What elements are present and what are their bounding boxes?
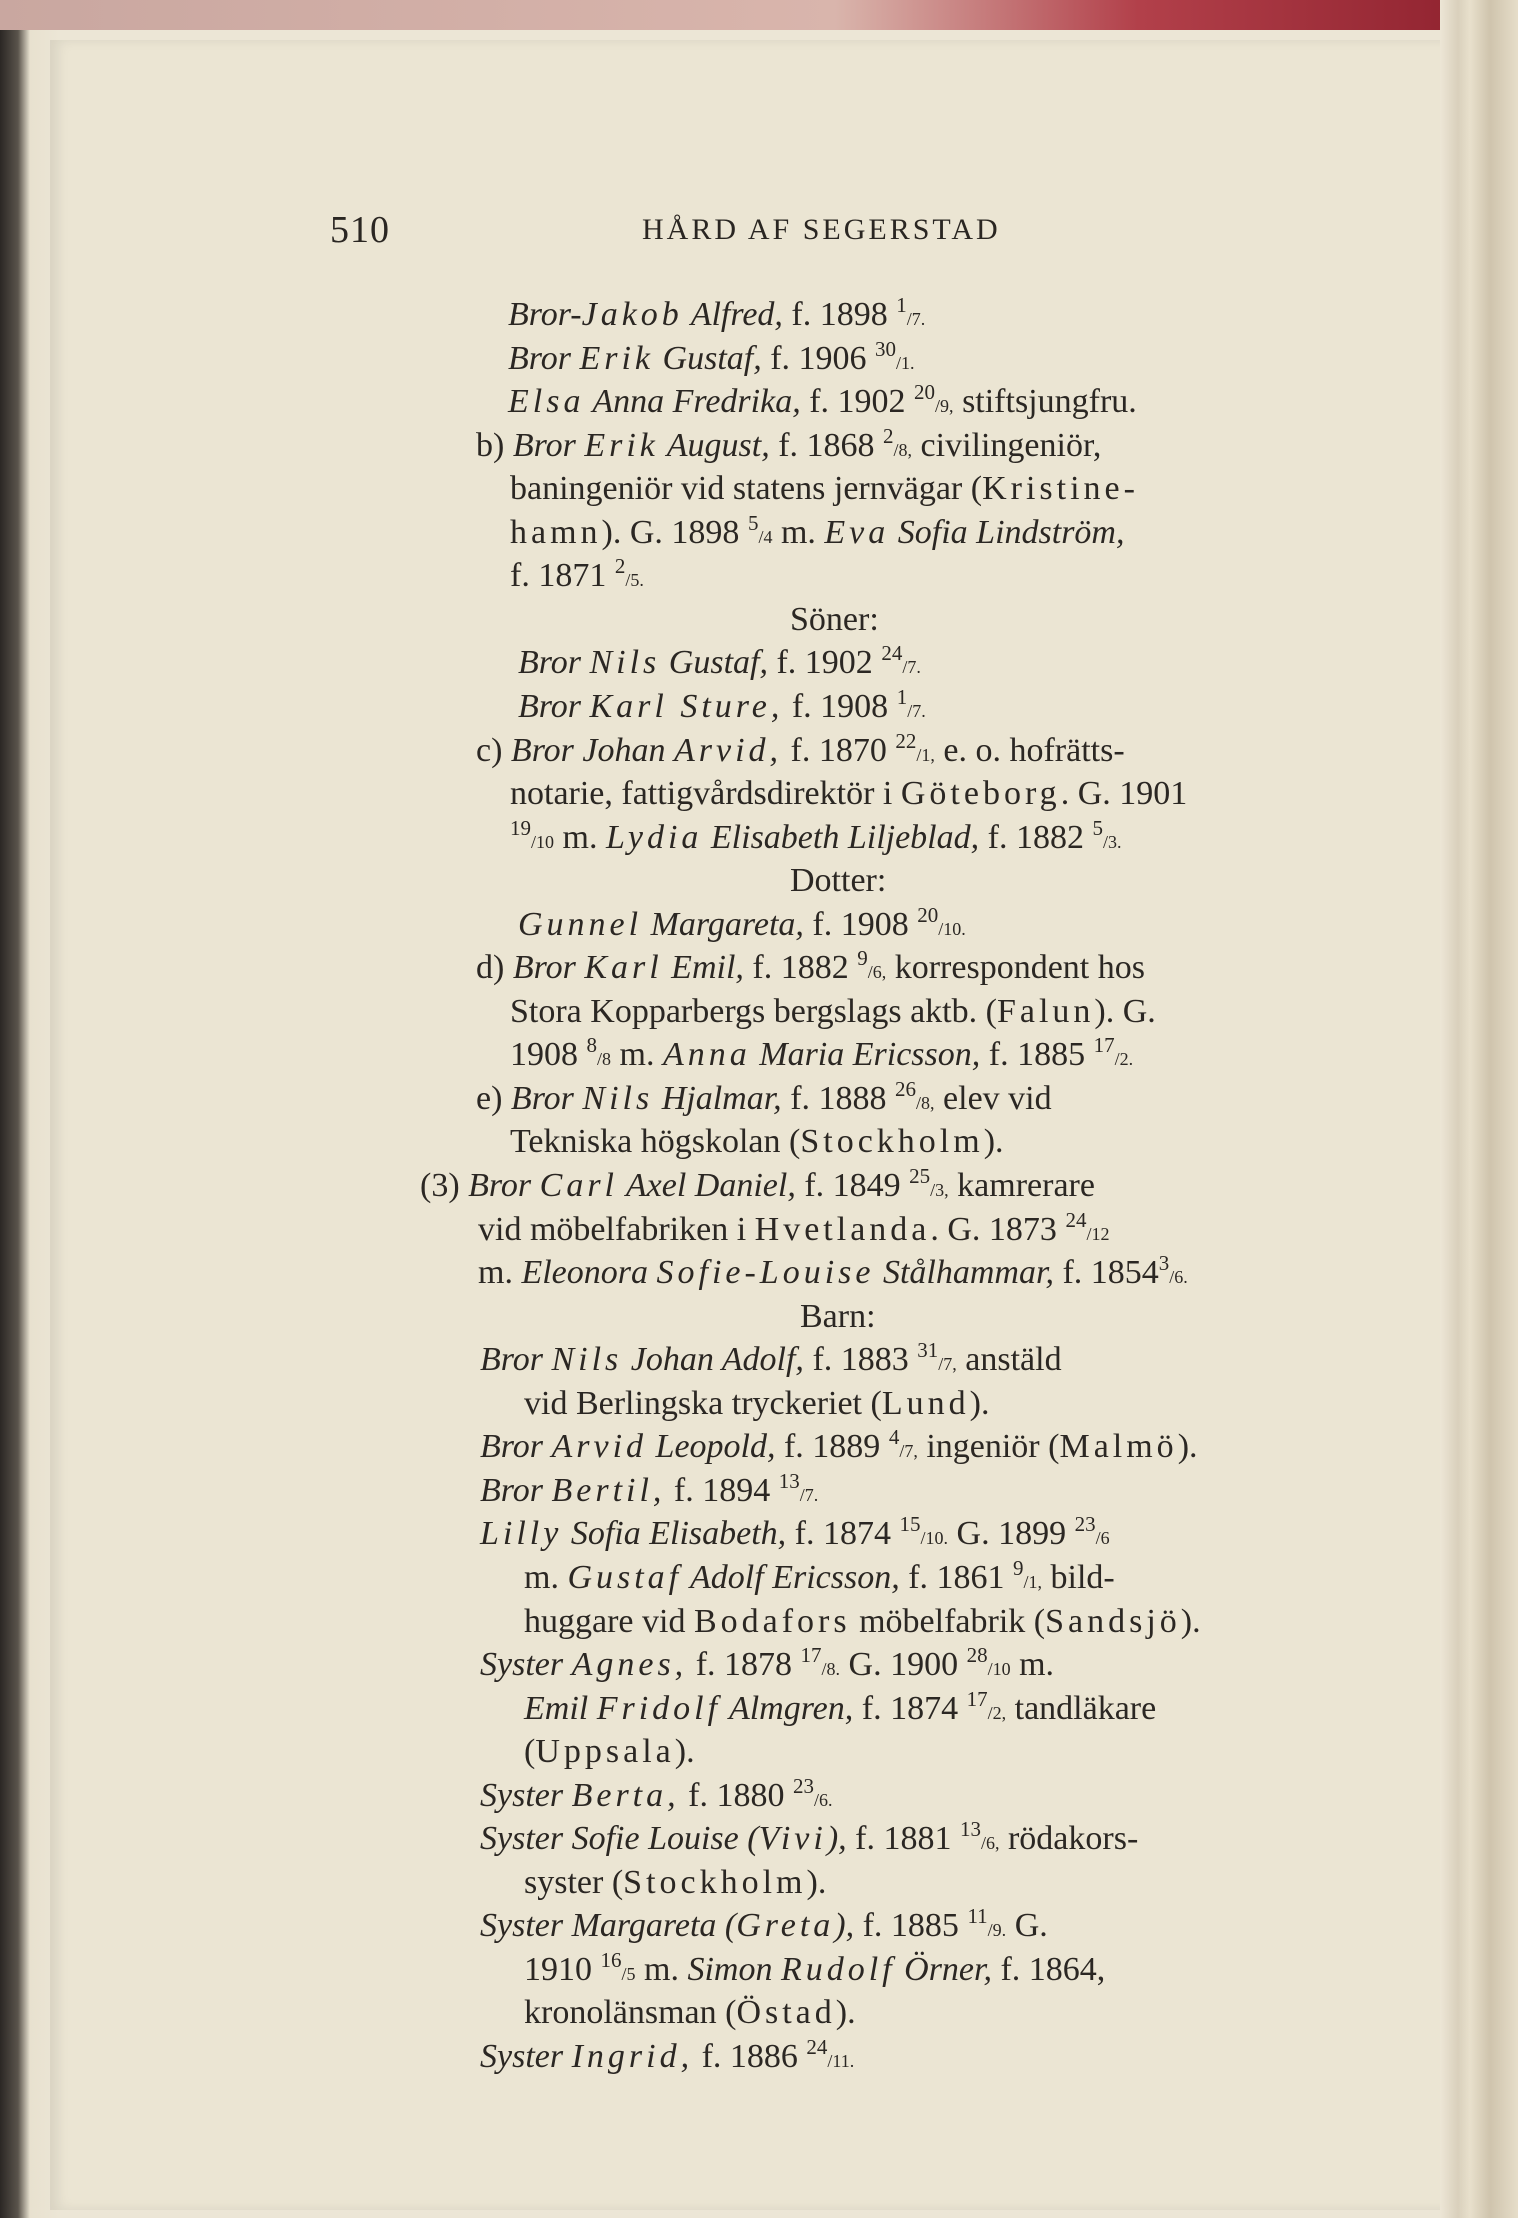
text-line <box>478 1250 1188 1295</box>
text-segment: Greta <box>736 1907 835 1945</box>
text-segment: Gustaf, <box>660 644 768 682</box>
text-segment: Stålhammar, <box>874 1254 1054 1292</box>
text-line <box>480 1337 1062 1382</box>
text-segment: Axel Daniel, <box>618 1167 796 1204</box>
text-segment: Uppsala <box>535 1733 675 1771</box>
text-segment: /2, <box>987 1702 1007 1723</box>
text-line <box>508 292 925 337</box>
text-segment: 25 <box>909 1164 931 1188</box>
text-segment: baningeniör vid statens jernvägar ( <box>510 470 983 508</box>
text-segment: Adolf Ericsson, <box>682 1558 900 1596</box>
text-segment: huggare vid <box>524 1602 694 1640</box>
text-segment: kronolänsman ( <box>524 1994 737 2032</box>
text-line <box>476 1076 1052 1121</box>
text-segment: Falun <box>996 992 1095 1030</box>
text-line <box>510 1032 1133 1077</box>
text-segment: 2 <box>883 423 894 448</box>
text-segment: notarie, fattigvårdsdirektör i <box>510 775 901 813</box>
text-segment: /10 <box>531 831 555 852</box>
text-segment: /6. <box>813 1789 833 1810</box>
text-segment: Hjalmar, <box>653 1079 782 1117</box>
text-segment: f. 1871 <box>510 557 615 595</box>
text-segment: elev vid <box>934 1079 1052 1117</box>
text-segment: 3 <box>1158 1251 1170 1276</box>
text-segment: vid Berlingska tryckeriet ( <box>524 1384 882 1422</box>
text-segment: f. 1885 <box>854 1907 968 1945</box>
text-segment: ). G. 1898 <box>601 513 748 551</box>
text-segment: f. 1902 <box>767 644 882 682</box>
text-segment: . G. 1901 <box>1060 775 1188 813</box>
text-segment: Karl Sture, <box>589 687 784 725</box>
text-segment: möbelfabrik ( <box>850 1602 1046 1640</box>
text-segment: bild- <box>1042 1558 1115 1596</box>
text-segment: Stockholm <box>623 1863 807 1901</box>
text-segment: Kristine- <box>982 470 1139 508</box>
text-segment: anstäld <box>956 1341 1062 1379</box>
text-line <box>524 1860 826 1905</box>
text-segment: 23 <box>1074 1512 1096 1537</box>
text-segment: Bror <box>480 1471 552 1509</box>
text-segment: Anna <box>662 1036 751 1074</box>
text-line <box>790 858 886 903</box>
text-segment: ), <box>826 1820 847 1858</box>
text-segment: 4 <box>888 1425 900 1450</box>
text-segment: Gunnel <box>518 905 643 943</box>
text-segment: Emil <box>524 1689 597 1727</box>
text-segment: Nils <box>589 644 661 682</box>
text-segment: rödakors- <box>999 1820 1139 1858</box>
text-segment: 28 <box>966 1643 988 1668</box>
text-segment: Bodafors <box>693 1602 851 1640</box>
text-segment: tandläkare <box>1006 1689 1157 1727</box>
text-segment: m. <box>772 513 825 551</box>
text-line <box>510 510 1124 555</box>
text-segment: ). <box>835 1994 856 2032</box>
text-segment: ). <box>1180 1602 1201 1640</box>
text-segment: korrespondent hos <box>886 949 1145 987</box>
text-segment: Nils <box>551 1341 623 1379</box>
text-segment: /7. <box>907 700 926 721</box>
text-segment: ). <box>674 1733 695 1771</box>
text-segment: /1, <box>916 744 935 765</box>
text-segment: /7, <box>938 1354 957 1375</box>
text-segment: Elisabeth Liljeblad, <box>702 818 980 856</box>
text-segment: hamn <box>510 513 602 551</box>
text-line <box>480 2034 854 2079</box>
text-segment: /1. <box>896 352 915 373</box>
text-line <box>790 597 879 642</box>
text-segment: Bror <box>518 687 590 725</box>
text-segment: ), <box>834 1907 855 1945</box>
text-segment: G. <box>1006 1907 1048 1945</box>
text-segment: Gustaf <box>567 1558 683 1596</box>
text-segment: Bror <box>512 949 585 987</box>
text-segment: Margareta, <box>642 905 804 943</box>
text-segment: 1 <box>896 684 908 709</box>
text-segment: m. <box>554 818 606 856</box>
text-segment: Leopold, <box>647 1428 776 1466</box>
text-segment: Sofia Lindström, <box>889 513 1125 551</box>
text-segment: Rudolf <box>780 1950 896 1988</box>
text-segment: Syster Sofie Louise ( <box>480 1820 759 1858</box>
text-segment: 1910 <box>524 1950 601 1988</box>
text-segment: Arvid, <box>673 731 783 769</box>
text-segment: Söner: <box>790 600 879 638</box>
text-segment: /7. <box>902 657 921 678</box>
text-segment: m. <box>635 1950 688 1988</box>
text-segment: Johan Adolf, <box>622 1341 804 1379</box>
text-segment: Almgren, <box>721 1689 854 1727</box>
text-segment: f. 1870 <box>782 731 896 769</box>
text-segment: /10 <box>987 1659 1011 1680</box>
text-line <box>480 1903 1048 1948</box>
text-line <box>510 466 1139 511</box>
text-segment: Bror <box>510 1079 583 1117</box>
text-segment: 22 <box>895 728 917 753</box>
text-segment: /7. <box>799 1484 819 1505</box>
text-segment: Bror <box>468 1167 540 1204</box>
text-segment: Sandsjö <box>1045 1602 1181 1640</box>
text-segment: f. 1880 <box>679 1776 793 1814</box>
text-segment: 16 <box>600 1947 622 1972</box>
text-segment: f. 1861 <box>899 1558 1014 1596</box>
text-segment: /9. <box>987 1920 1007 1941</box>
text-segment: Fridolf <box>596 1689 722 1727</box>
text-segment: f. 1849 <box>795 1167 910 1204</box>
text-segment: m. <box>611 1036 663 1074</box>
page-number: 510 <box>330 209 390 251</box>
text-segment: vid möbelfabriken i <box>478 1210 755 1248</box>
text-segment: d) <box>476 949 513 987</box>
text-segment: Bror <box>518 644 590 682</box>
text-segment: ). <box>969 1384 990 1422</box>
text-segment: Eleonora <box>521 1254 657 1292</box>
text-line <box>510 989 1156 1034</box>
text-segment: Arvid <box>551 1428 648 1466</box>
text-line <box>510 771 1187 816</box>
text-segment: Bror <box>512 426 585 464</box>
text-segment: 17 <box>800 1643 822 1668</box>
text-segment: Alfred, <box>682 296 783 333</box>
text-segment: e. o. hofrätts- <box>934 731 1125 769</box>
text-segment: Bertil, <box>551 1471 666 1509</box>
text-segment: f. 1883 <box>803 1341 918 1379</box>
text-segment: c) <box>476 731 511 769</box>
text-segment: 1 <box>896 293 907 317</box>
text-segment: Emil, <box>662 949 744 987</box>
text-segment: Berta, <box>571 1776 680 1814</box>
text-segment: 5 <box>747 510 759 535</box>
text-line <box>508 336 915 381</box>
text-segment: b) <box>476 426 513 464</box>
text-line <box>524 1947 1105 1992</box>
text-segment: 11 <box>967 1904 988 1929</box>
text-segment: Lund <box>881 1384 970 1422</box>
text-segment: Östad <box>736 1994 836 2032</box>
text-segment: /8, <box>893 439 913 460</box>
text-line <box>480 1468 818 1513</box>
text-segment: ). <box>983 1123 1004 1161</box>
text-segment: /1, <box>1023 1571 1043 1592</box>
text-line <box>510 553 644 598</box>
text-segment: /12 <box>1086 1223 1110 1244</box>
text-segment: 20 <box>914 380 936 405</box>
text-segment: ). G. <box>1094 992 1156 1030</box>
text-segment: m. <box>524 1558 568 1596</box>
text-segment: 9 <box>1013 1555 1024 1580</box>
text-segment: /4 <box>758 526 773 547</box>
text-line <box>524 1381 989 1426</box>
text-segment: 26 <box>895 1076 917 1101</box>
text-segment: f. 1906 <box>761 339 876 377</box>
text-segment: f. 1889 <box>775 1428 889 1466</box>
text-line <box>800 1294 876 1339</box>
text-line <box>510 815 1121 860</box>
text-line <box>524 1599 1201 1644</box>
text-segment: 19 <box>510 815 531 840</box>
text-segment: 17 <box>966 1686 988 1711</box>
text-segment: Vivi <box>758 1820 827 1858</box>
text-segment: ( <box>524 1733 536 1771</box>
text-segment: f. 1898 <box>782 296 897 333</box>
text-segment: 30 <box>875 336 897 361</box>
text-segment: Simon <box>687 1950 781 1988</box>
text-segment: f. 1864, <box>991 1950 1106 1988</box>
text-segment: G. 1900 <box>840 1646 967 1684</box>
text-segment: Eva <box>824 513 890 551</box>
text-line <box>476 728 1125 773</box>
text-segment: Göteborg <box>900 775 1061 813</box>
text-segment: Erik <box>584 426 659 464</box>
text-segment: Syster <box>480 1776 572 1814</box>
text-segment: /10. <box>938 918 966 939</box>
text-segment: Anna Fredrika, <box>584 383 801 421</box>
text-segment: Syster <box>480 1646 572 1684</box>
text-segment: ). <box>806 1863 827 1901</box>
text-segment: 24 <box>881 641 903 666</box>
text-segment: 13 <box>778 1468 800 1493</box>
text-segment: kamrerare <box>948 1167 1095 1204</box>
text-segment: Hvetlanda <box>754 1210 931 1248</box>
text-segment: f. 1874 <box>786 1515 900 1553</box>
text-segment: Carl <box>539 1167 618 1204</box>
text-segment: Erik <box>579 339 655 377</box>
text-segment: Bror- <box>508 296 582 333</box>
text-segment: Bror <box>480 1341 552 1379</box>
text-line <box>480 1424 1198 1469</box>
text-segment: Bror Johan <box>510 731 674 769</box>
text-segment: 2 <box>614 554 626 579</box>
text-segment: f. 1908 <box>803 905 918 943</box>
text-segment: Agnes, <box>571 1646 688 1684</box>
text-segment: /8, <box>916 1092 935 1113</box>
text-line <box>518 640 921 685</box>
text-segment: Stora Kopparbergs bergslags aktb. ( <box>510 992 997 1030</box>
text-segment: Lydia <box>605 818 703 856</box>
page-edges <box>1440 0 1518 2218</box>
text-segment: Nils <box>582 1079 654 1117</box>
text-line <box>478 1207 1109 1252</box>
text-segment: Karl <box>584 949 663 987</box>
text-segment: 13 <box>959 1817 981 1842</box>
text-segment: m. <box>1010 1646 1055 1684</box>
text-segment: /6, <box>980 1833 1000 1854</box>
text-line <box>518 684 926 729</box>
text-line <box>480 1816 1138 1861</box>
text-segment: /6, <box>867 962 887 983</box>
text-segment: Sofie-Louise <box>656 1254 875 1292</box>
text-segment: f. 1886 <box>693 2038 807 2075</box>
text-segment: /9, <box>935 396 954 417</box>
text-segment: August, <box>658 426 770 464</box>
text-segment: e) <box>476 1079 511 1117</box>
text-segment: f. 1868 <box>769 426 884 464</box>
text-segment: /7. <box>906 309 926 329</box>
text-segment: 17 <box>1093 1033 1115 1058</box>
text-segment: f. 1894 <box>665 1471 779 1509</box>
text-segment: (3) <box>420 1167 469 1204</box>
text-segment: f. 1902 <box>800 383 915 421</box>
text-segment: 24 <box>806 2035 828 2059</box>
text-segment: /8. <box>821 1659 841 1680</box>
text-segment: Tekniska högskolan ( <box>510 1123 801 1161</box>
text-segment: Elsa <box>508 383 585 421</box>
text-segment: Barn: <box>800 1297 876 1335</box>
text-segment: Gustaf, <box>654 339 762 377</box>
text-segment: /6 <box>1095 1528 1110 1549</box>
text-line <box>480 1773 832 1818</box>
text-segment: Syster <box>480 2038 572 2075</box>
text-segment: 23 <box>792 1773 814 1798</box>
text-segment: f. 1854 <box>1053 1254 1159 1292</box>
text-line <box>524 1686 1156 1731</box>
text-segment: /10. <box>920 1528 949 1549</box>
text-segment: Malmö <box>1059 1428 1178 1466</box>
text-segment: ingeniör ( <box>917 1428 1060 1466</box>
book-cover-edge <box>0 0 1518 30</box>
text-segment: stiftsjungfru. <box>953 383 1137 421</box>
text-segment: /6. <box>1169 1267 1188 1288</box>
text-segment: 20 <box>917 902 939 927</box>
text-segment: 5 <box>1092 815 1103 840</box>
text-line <box>476 423 1101 468</box>
text-segment: Bror <box>480 1428 552 1466</box>
text-line <box>420 1163 1095 1208</box>
text-segment: G. 1899 <box>948 1515 1075 1553</box>
text-segment: f. 1881 <box>846 1820 960 1858</box>
text-segment: Maria Ericsson, <box>750 1036 981 1074</box>
text-segment: 15 <box>899 1512 921 1537</box>
text-segment: 8 <box>586 1033 597 1058</box>
running-head: HÅRD AF SEGERSTAD <box>642 213 1001 246</box>
text-segment: Jakob <box>581 296 683 333</box>
text-segment: 31 <box>917 1338 939 1363</box>
text-segment: f. 1878 <box>687 1646 801 1684</box>
text-segment: Sofia Elisabeth, <box>562 1515 787 1553</box>
text-segment: ). <box>1177 1428 1198 1466</box>
text-line <box>508 379 1137 424</box>
text-segment: f. 1882 <box>979 818 1093 856</box>
text-segment: Syster Margareta ( <box>480 1907 737 1945</box>
text-segment: /5 <box>621 1963 636 1984</box>
text-segment: Stockholm <box>800 1123 984 1161</box>
text-segment: f. 1874 <box>853 1689 967 1727</box>
text-line <box>476 945 1145 990</box>
text-segment: /3, <box>930 1180 949 1200</box>
text-segment: Ingrid, <box>571 2038 694 2075</box>
text-segment: Bror <box>508 339 580 377</box>
text-segment: 1908 <box>510 1036 587 1074</box>
text-segment: civilingeniör, <box>912 426 1102 464</box>
text-line <box>524 1555 1115 1600</box>
text-segment: Örner, <box>895 1950 992 1988</box>
text-segment: 24 <box>1065 1207 1087 1232</box>
text-segment: syster ( <box>524 1863 624 1901</box>
text-segment: /7, <box>899 1441 918 1462</box>
text-segment: /8 <box>597 1049 612 1070</box>
text-segment: /3. <box>1102 831 1122 852</box>
text-line <box>524 1729 695 1774</box>
text-line <box>518 902 966 947</box>
text-segment: f. 1882 <box>743 949 858 987</box>
text-segment: f. 1908 <box>783 687 897 725</box>
text-segment: f. 1885 <box>980 1036 1094 1074</box>
text-segment: /2. <box>1114 1049 1134 1070</box>
text-segment: m. <box>478 1254 522 1292</box>
text-segment: f. 1888 <box>781 1079 896 1117</box>
text-segment: Lilly <box>480 1515 563 1553</box>
text-segment: 9 <box>857 946 868 971</box>
text-segment: Dotter: <box>790 862 887 900</box>
text-segment: /5. <box>625 570 644 591</box>
text-segment: . G. 1873 <box>930 1210 1066 1248</box>
text-segment: /11. <box>827 2051 855 2071</box>
